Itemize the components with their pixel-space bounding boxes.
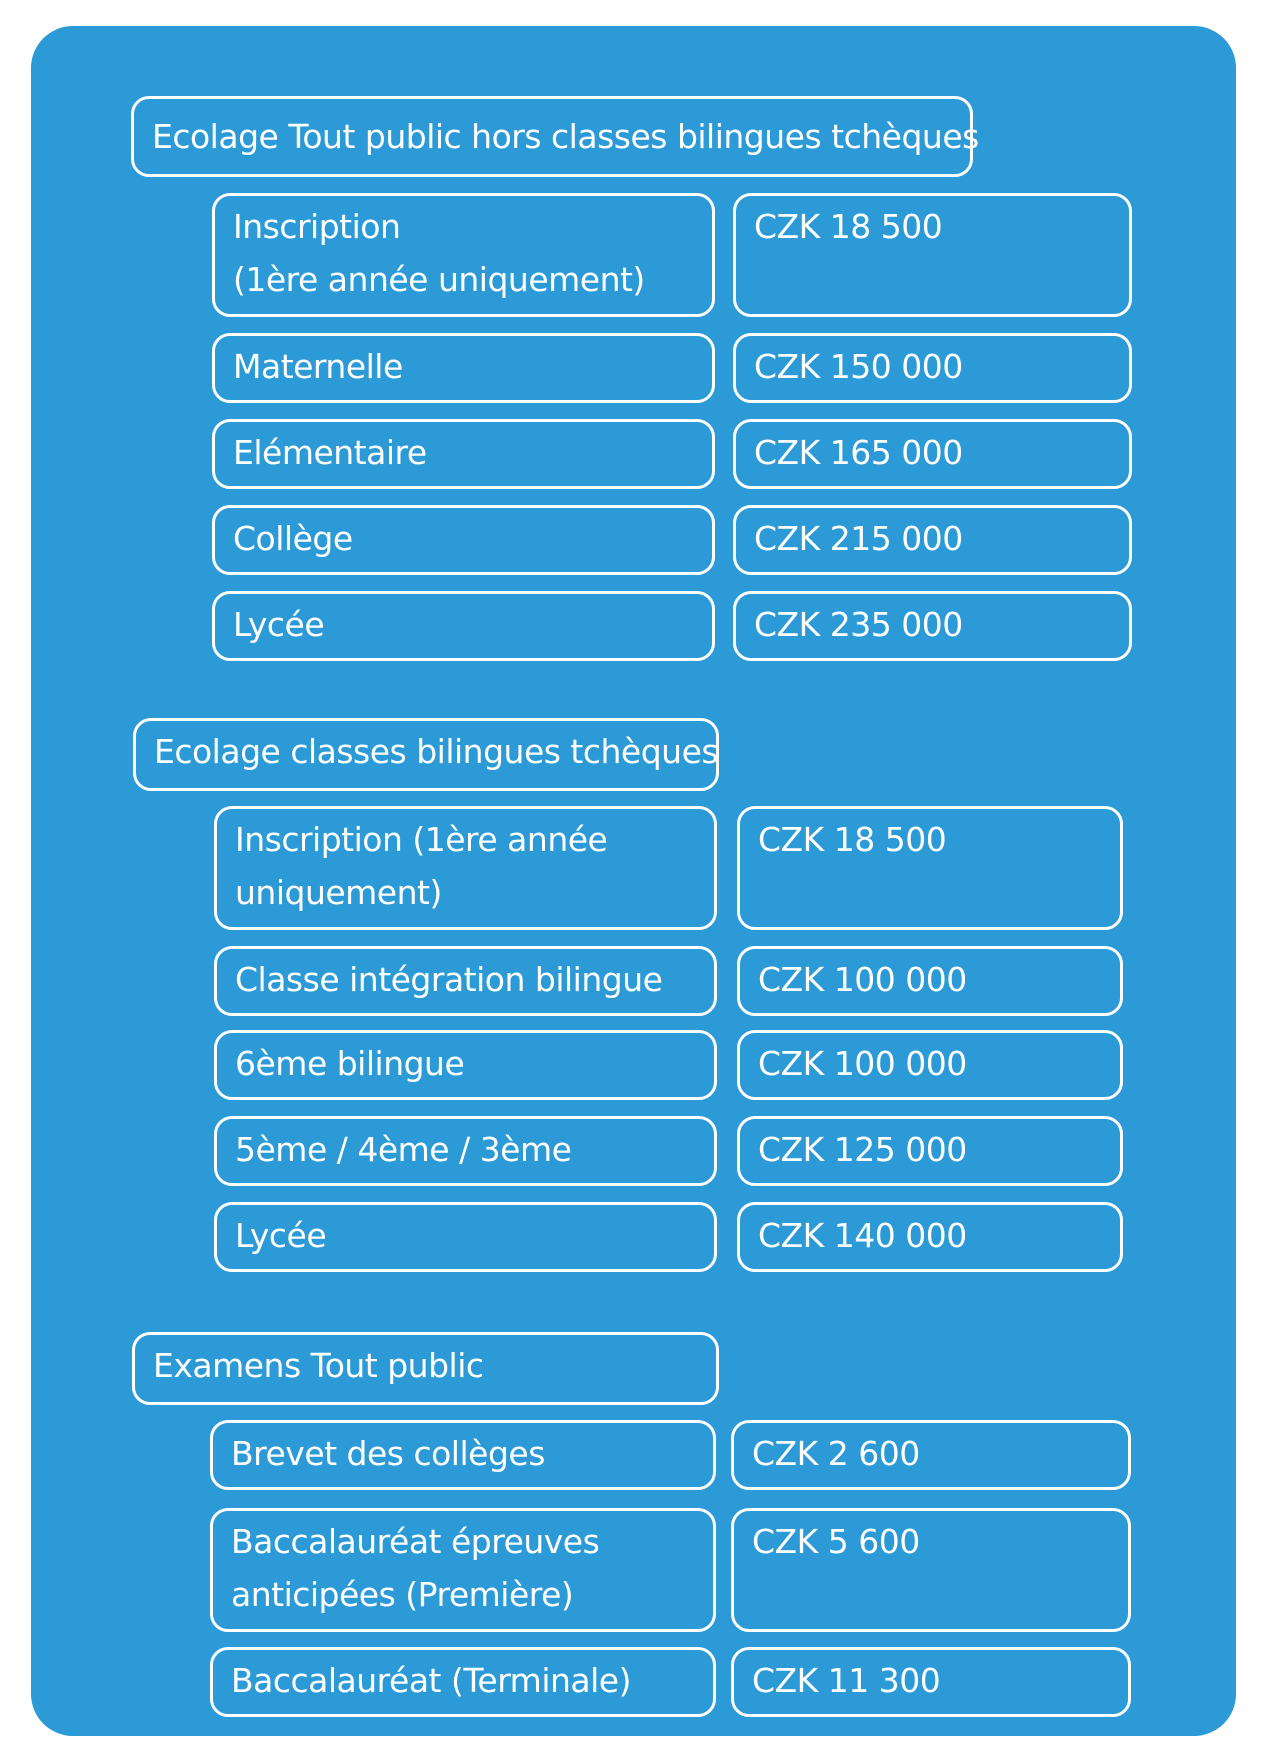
section-title: Ecolage classes bilingues tchèques [133, 718, 719, 791]
fee-price: CZK 215 000 [733, 505, 1132, 575]
fee-price: CZK 125 000 [737, 1116, 1123, 1186]
section-title: Ecolage Tout public hors classes bilingues tchèques [131, 96, 973, 177]
section-title: Examens Tout public [132, 1332, 719, 1405]
fee-price: CZK 18 500 [737, 806, 1123, 930]
fee-price: CZK 235 000 [733, 591, 1132, 661]
fee-label: Baccalauréat épreuves anticipées (Première) [210, 1508, 716, 1632]
fee-label: Inscription (1ère année uniquement) [214, 806, 717, 930]
fee-label: Classe intégration bilingue [214, 946, 717, 1016]
fee-label: Elémentaire [212, 419, 715, 489]
fee-price: CZK 5 600 [731, 1508, 1131, 1632]
fee-label: Lycée [212, 591, 715, 661]
fee-price: CZK 18 500 [733, 193, 1132, 317]
fee-price: CZK 2 600 [731, 1420, 1131, 1490]
fee-label: Collège [212, 505, 715, 575]
fee-label: 6ème bilingue [214, 1030, 717, 1100]
fee-price: CZK 100 000 [737, 1030, 1123, 1100]
fee-label: Inscription (1ère année uniquement) [212, 193, 715, 317]
fee-price: CZK 11 300 [731, 1647, 1131, 1717]
fee-label: Maternelle [212, 333, 715, 403]
fee-price: CZK 165 000 [733, 419, 1132, 489]
fee-price: CZK 100 000 [737, 946, 1123, 1016]
fee-label: Brevet des collèges [210, 1420, 716, 1490]
fee-price: CZK 140 000 [737, 1202, 1123, 1272]
fee-label: Baccalauréat (Terminale) [210, 1647, 716, 1717]
fee-label: Lycée [214, 1202, 717, 1272]
fee-label: 5ème / 4ème / 3ème [214, 1116, 717, 1186]
fee-price: CZK 150 000 [733, 333, 1132, 403]
